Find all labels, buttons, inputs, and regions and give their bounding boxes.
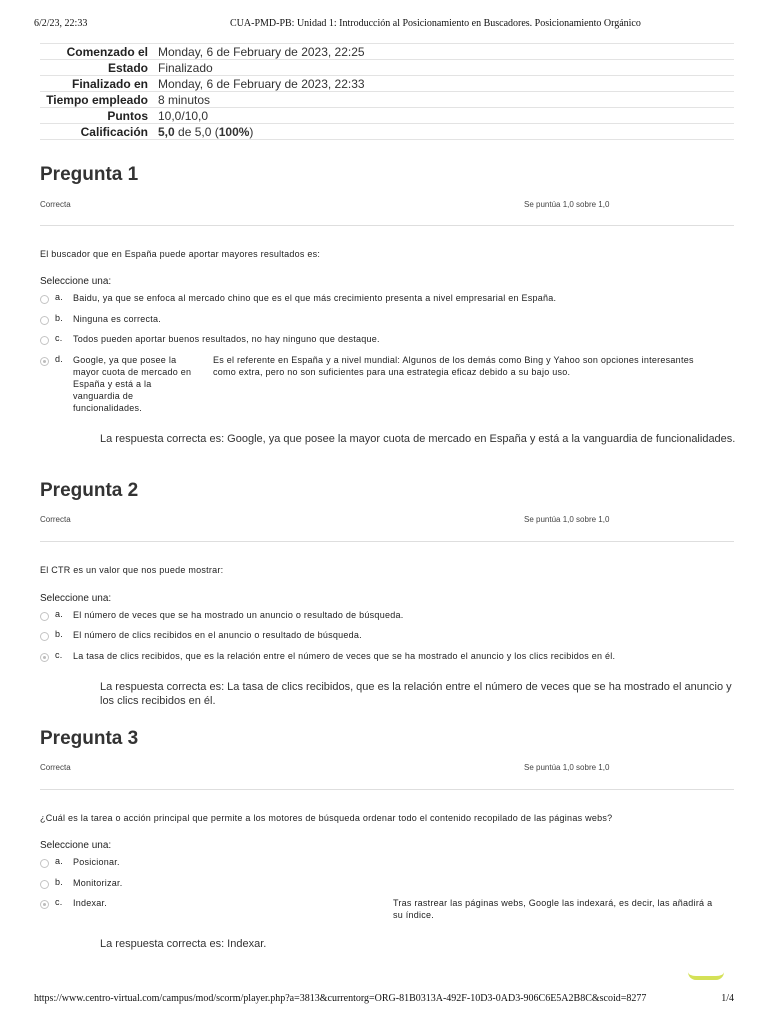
question-state: Correcta	[40, 763, 71, 772]
question-grade: Se puntúa 1,0 sobre 1,0	[524, 200, 610, 209]
radio-button-checked[interactable]	[40, 900, 49, 909]
option-feedback: Tras rastrear las páginas webs, Google las indexará, es decir, las añadirá a su índice.	[393, 898, 713, 920]
question-prompt: Seleccione una:	[40, 593, 112, 604]
radio-button[interactable]	[40, 336, 49, 345]
summary-row	[40, 92, 734, 108]
radio-button-checked[interactable]	[40, 357, 49, 366]
option-letter: b.	[55, 313, 64, 323]
radio-button[interactable]	[40, 295, 49, 304]
print-page-number: 1/4	[721, 993, 734, 1004]
question-heading: Pregunta 1	[40, 164, 139, 185]
summary-row	[40, 108, 734, 124]
print-date: 6/2/23, 22:33	[34, 18, 88, 29]
radio-button-checked[interactable]	[40, 653, 49, 662]
question-divider	[40, 225, 734, 226]
question-state: Correcta	[40, 200, 71, 209]
summary-row	[40, 76, 734, 92]
attempt-summary-table	[40, 43, 734, 140]
option-label: Todos pueden aportar buenos resultados, no hay ninguno que destaque.	[73, 334, 380, 344]
option-label: El número de veces que se ha mostrado un anuncio o resultado de búsqueda.	[73, 610, 404, 620]
option-feedback: Es el referente en España y a nivel mundial: Algunos de los demás como Bing y Yahoo son opciones interesantes como extra, pero no son suficientes para una estrategia eficaz debido a su bajo uso.	[213, 355, 694, 377]
question-text: El CTR es un valor que nos puede mostrar:	[40, 565, 224, 575]
summary-key: Calificación	[40, 124, 158, 140]
right-answer: La respuesta correcta es: Google, ya que posee la mayor cuota de mercado en España y está a la vanguardia de funcionalidades.	[100, 433, 736, 445]
question-prompt: Seleccione una:	[40, 840, 112, 851]
scroll-to-top-tab[interactable]	[688, 966, 724, 980]
option-letter: a.	[55, 292, 64, 302]
summary-value	[158, 124, 734, 140]
summary-value: Monday, 6 de February de 2023, 22:25	[158, 44, 734, 60]
grade-close: )	[249, 124, 254, 139]
grade-max: de 5,0 (	[174, 124, 219, 139]
question-divider	[40, 789, 734, 790]
option-letter: b.	[55, 629, 64, 639]
option-letter: b.	[55, 877, 64, 887]
radio-button[interactable]	[40, 612, 49, 621]
summary-row	[40, 124, 734, 140]
summary-row	[40, 44, 734, 60]
summary-value: 10,0/10,0	[158, 108, 734, 124]
question-prompt: Seleccione una:	[40, 276, 112, 287]
option-letter: d.	[55, 354, 64, 364]
summary-key: Puntos	[40, 108, 158, 124]
right-answer: La respuesta correcta es: Indexar.	[100, 938, 267, 950]
option-label: El número de clics recibidos en el anuncio o resultado de búsqueda.	[73, 630, 362, 640]
summary-value: 8 minutos	[158, 92, 734, 108]
option-letter: c.	[55, 650, 63, 660]
grade-value: 5,0	[158, 124, 175, 139]
option-label: Indexar.	[73, 898, 108, 908]
option-label: Baidu, ya que se enfoca al mercado chino que es el que más crecimiento presenta a nivel empresarial en España.	[73, 293, 557, 303]
option-label: La tasa de clics recibidos, que es la relación entre el número de veces que se ha mostrado el anuncio y los clics recibidos en él.	[73, 651, 616, 661]
question-text: ¿Cuál es la tarea o acción principal que permite a los motores de búsqueda ordenar todo el contenido recopilado de las páginas webs?	[40, 813, 613, 823]
summary-key: Estado	[40, 60, 158, 76]
question-divider	[40, 541, 734, 542]
summary-row	[40, 60, 734, 76]
option-letter: a.	[55, 856, 64, 866]
radio-button[interactable]	[40, 880, 49, 889]
option-label: Google, ya que posee la mayor cuota de mercado en España y está a la vanguardia de funcionalidades.	[73, 355, 192, 413]
option-letter: c.	[55, 333, 63, 343]
summary-value: Monday, 6 de February de 2023, 22:33	[158, 76, 734, 92]
option-letter: c.	[55, 897, 63, 907]
radio-button[interactable]	[40, 632, 49, 641]
question-grade: Se puntúa 1,0 sobre 1,0	[524, 763, 610, 772]
right-answer: La respuesta correcta es: La tasa de clics recibidos, que es la relación entre el número de veces que se ha mostrado el anuncio y los clics recibidos en él.	[100, 681, 732, 707]
summary-key: Finalizado en	[40, 76, 158, 92]
summary-key: Tiempo empleado	[40, 92, 158, 108]
question-heading: Pregunta 2	[40, 480, 139, 501]
summary-key: Comenzado el	[40, 44, 158, 60]
option-label: Posicionar.	[73, 857, 120, 867]
print-url: https://www.centro-virtual.com/campus/mod/scorm/player.php?a=3813&currentorg=ORG-81B0313A-492F-10D3-0AD3-906C6E5A2B8C&scoid=8277	[34, 993, 647, 1004]
option-letter: a.	[55, 609, 64, 619]
summary-value: Finalizado	[158, 60, 734, 76]
question-state: Correcta	[40, 515, 71, 524]
radio-button[interactable]	[40, 316, 49, 325]
question-text: El buscador que en España puede aportar mayores resultados es:	[40, 249, 321, 259]
option-label: Ninguna es correcta.	[73, 314, 162, 324]
grade-percent: 100%	[218, 124, 250, 139]
option-label: Monitorizar.	[73, 878, 123, 888]
radio-button[interactable]	[40, 859, 49, 868]
print-title: CUA-PMD-PB: Unidad 1: Introducción al Posicionamiento en Buscadores. Posicionamiento Orgánico	[230, 18, 641, 29]
question-grade: Se puntúa 1,0 sobre 1,0	[524, 515, 610, 524]
question-heading: Pregunta 3	[40, 728, 139, 749]
